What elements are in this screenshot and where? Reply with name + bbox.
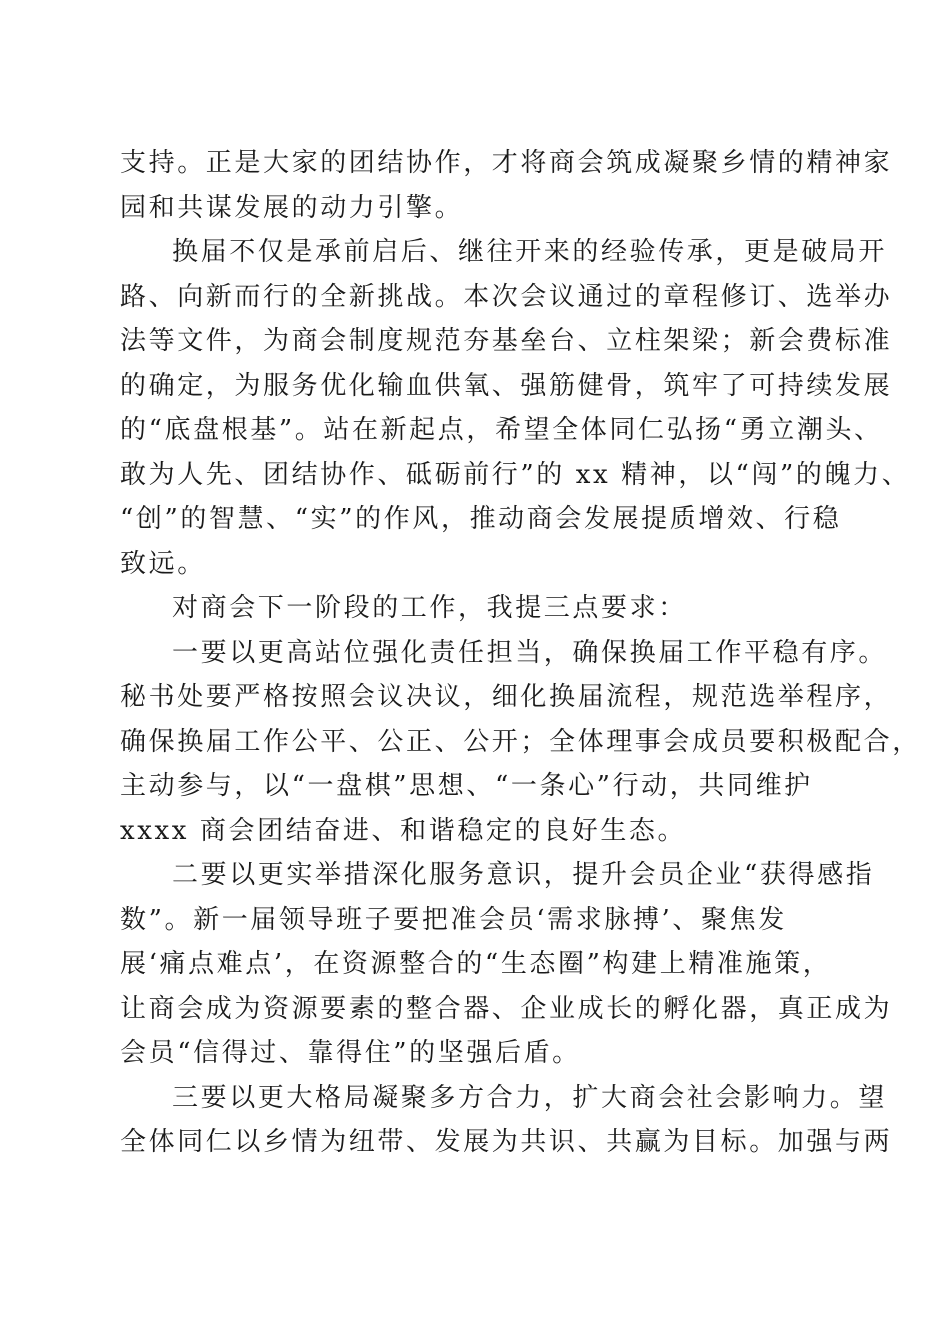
- text-line: 的“底盘根基”。站在新起点，希望全体同仁弘扬“勇立潮头、: [120, 415, 883, 445]
- text-line: 展‘痛点难点’，在资源整合的“生态圈”构建上精准施策，: [120, 949, 832, 979]
- text-line: “创”的智慧、“实”的作风，推动商会发展提质增效、行稳: [120, 504, 842, 534]
- text-line: 全体同仁以乡情为纽带、发展为共识、共赢为目标。加强与两: [120, 1127, 893, 1157]
- text-line: 换届不仅是承前启后、继往开来的经验传承，更是破局开: [172, 237, 888, 267]
- text-line: 确保换届工作公平、公正、公开；全体理事会成员要积极配合，: [120, 726, 921, 757]
- text-line: 支持。正是大家的团结协作，才将商会筑成凝聚乡情的精神家: [120, 148, 893, 178]
- text-line: 会员“信得过、靠得住”的坚强后盾。: [120, 1038, 581, 1068]
- text-line: 致远。: [120, 548, 206, 579]
- text-line: 二要以更实举措深化服务意识，提升会员企业“获得感指: [172, 860, 875, 890]
- text-line: 的确定，为服务优化输血供氧、强筋健骨，筑牢了可持续发展: [120, 370, 893, 401]
- text-line: 让商会成为资源要素的整合器、企业成长的孵化器，真正成为: [120, 993, 893, 1024]
- text-line: 对商会下一阶段的工作，我提三点要求：: [172, 593, 687, 623]
- body-text: [120, 141, 921, 1165]
- text-line: 主动参与，以“一盘棋”思想、“一条心”行动，共同维护: [120, 771, 813, 801]
- text-line: 三要以更大格局凝聚多方合力，扩大商会社会影响力。望: [172, 1082, 888, 1113]
- text-line: 敢为人先、团结协作、砥砺前行”的 xx 精神，以“闯”的魄力、: [120, 459, 911, 490]
- text-line: 路、向新而行的全新挑战。本次会议通过的章程修订、选举办: [120, 281, 893, 312]
- text-line: 法等文件，为商会制度规范夯基垒台、立柱架梁；新会费标准: [120, 326, 893, 356]
- text-line: 数”。新一届领导班子要把准会员‘需求脉搏’、聚焦发: [120, 904, 787, 935]
- text-line: 园和共谋发展的动力引擎。: [120, 192, 464, 223]
- text-line: 一要以更高站位强化责任担当，确保换届工作平稳有序。: [172, 637, 888, 668]
- text-line: 秘书处要严格按照会议决议，细化换届流程，规范选举程序，: [120, 682, 893, 712]
- text-line: xxxx 商会团结奋进、和谐稳定的良好生态。: [120, 815, 687, 846]
